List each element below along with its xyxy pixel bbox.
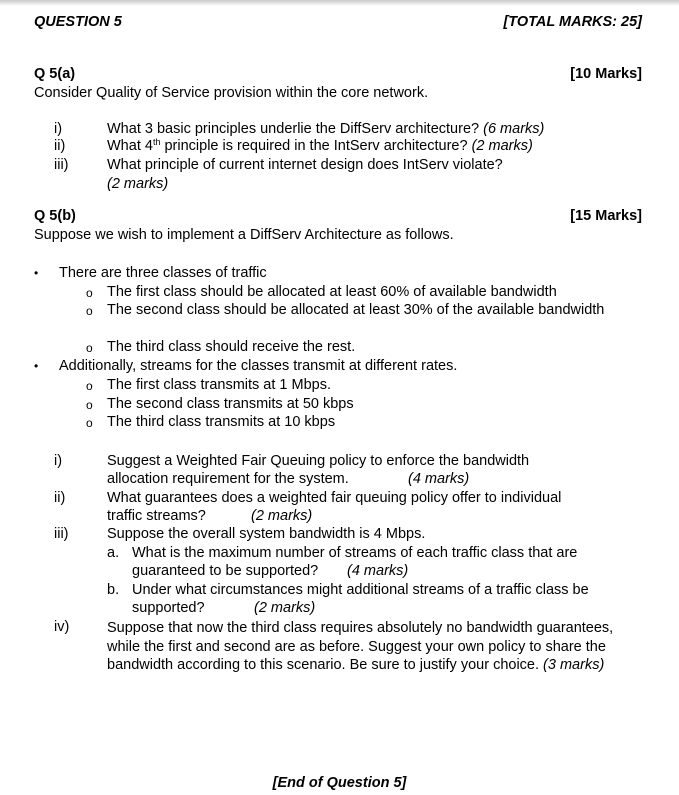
q5b-part-1-line-1: Suggest a Weighted Fair Queuing policy to enforce the bandwidth [107, 453, 530, 469]
q5b-label: Q 5(b) [34, 208, 76, 224]
bullet-1-text: There are three classes of traffic [59, 265, 267, 281]
sub-bullet-icon: o [86, 304, 93, 318]
q5b-part-3-sub-b-label: b. [107, 582, 120, 598]
q5a-item-1 [107, 121, 544, 138]
q5b-part-2-line-1: What guarantees does a weighted fair queuing policy offer to individual [107, 490, 562, 506]
bullet-2-sub-3: The third class transmits at 10 kbps [107, 414, 336, 430]
sub-bullet-icon: o [86, 416, 93, 430]
q5b-part-3-sub-a-label: a. [107, 545, 120, 561]
q5b-part-3-sub-a-line-1: What is the maximum number of streams of each traffic class that are [132, 545, 578, 561]
q5b-part-2-line-2: traffic streams? [107, 508, 206, 524]
question-title: QUESTION 5 [34, 14, 122, 30]
q5a-item-2-text-before: What 4 [107, 138, 153, 154]
q5a-item-3-text: What principle of current internet design does IntServ violate? [107, 157, 503, 173]
q5b-part-1-line-2: allocation requirement for the system. [107, 471, 349, 487]
q5b-part-3-sub-a-line-2: guaranteed to be supported? [132, 563, 319, 579]
q5a-item-2-text-after: principle is required in the IntServ architecture? [160, 138, 468, 154]
q5b-part-4-marks: (3 marks) [543, 657, 605, 673]
sub-bullet-icon: o [86, 341, 93, 355]
q5a-item-2-marks: (2 marks) [471, 138, 533, 154]
q5a-item-1-number: i) [54, 121, 63, 137]
q5a-item-2-number: ii) [54, 138, 66, 154]
sub-bullet-icon: o [86, 379, 93, 393]
q5b-part-4-number: iv) [54, 619, 70, 635]
page-top-shadow [0, 0, 679, 6]
q5b-part-4 [107, 619, 641, 675]
bullet-2-text: Additionally, streams for the classes transmit at different rates. [59, 358, 458, 374]
bullet-2-sub-1: The first class transmits at 1 Mbps. [107, 377, 332, 393]
q5a-marks: [10 Marks] [570, 66, 642, 82]
q5b-part-3-sub-b-marks: (2 marks) [254, 600, 316, 616]
q5a-label: Q 5(a) [34, 66, 76, 82]
q5b-marks: [15 Marks] [570, 208, 642, 224]
q5b-part-3-sub-a-marks: (4 marks) [347, 563, 409, 579]
bullet-1-sub-2: The second class should be allocated at least 30% of the available bandwidth [107, 302, 605, 318]
bullet-icon: • [34, 359, 39, 373]
q5b-intro: Suppose we wish to implement a DiffServ Architecture as follows. [34, 227, 454, 243]
q5b-part-3-number: iii) [54, 526, 69, 542]
sub-bullet-icon: o [86, 286, 93, 300]
total-marks: [TOTAL MARKS: 25] [503, 14, 642, 30]
bullet-1-sub-3: The third class should receive the rest. [107, 339, 356, 355]
q5b-part-1-number: i) [54, 453, 63, 469]
q5a-item-3-number: iii) [54, 157, 69, 173]
q5b-part-1-marks: (4 marks) [408, 471, 470, 487]
q5a-item-2-superscript: th [152, 137, 161, 147]
bullet-1-sub-1: The first class should be allocated at least 60% of available bandwidth [107, 284, 557, 300]
q5b-part-3-sub-b-line-1: Under what circumstances might additional streams of a traffic class be [132, 582, 589, 598]
q5b-part-4-text: Suppose that now the third class requires absolutely no bandwidth guarantees, while the first and second are as before. Suggest your own policy to share the bandwidth according to this scenario. Be sure to justify your choice. [107, 620, 614, 673]
sub-bullet-icon: o [86, 398, 93, 412]
q5b-part-3-text: Suppose the overall system bandwidth is 4 Mbps. [107, 526, 426, 542]
q5a-item-2 [107, 138, 533, 155]
bullet-icon: • [34, 266, 39, 280]
q5b-part-2-number: ii) [54, 490, 66, 506]
q5a-item-1-marks: (6 marks) [483, 121, 545, 137]
q5a-item-1-text: What 3 basic principles underlie the DiffServ architecture? [107, 121, 480, 137]
end-of-question: [End of Question 5] [272, 775, 407, 791]
q5b-part-2-marks: (2 marks) [251, 508, 313, 524]
q5b-part-3-sub-b-line-2: supported? [132, 600, 205, 616]
q5a-intro: Consider Quality of Service provision within the core network. [34, 85, 429, 101]
bullet-2-sub-2: The second class transmits at 50 kbps [107, 396, 354, 412]
q5a-item-3-marks: (2 marks) [107, 176, 169, 192]
